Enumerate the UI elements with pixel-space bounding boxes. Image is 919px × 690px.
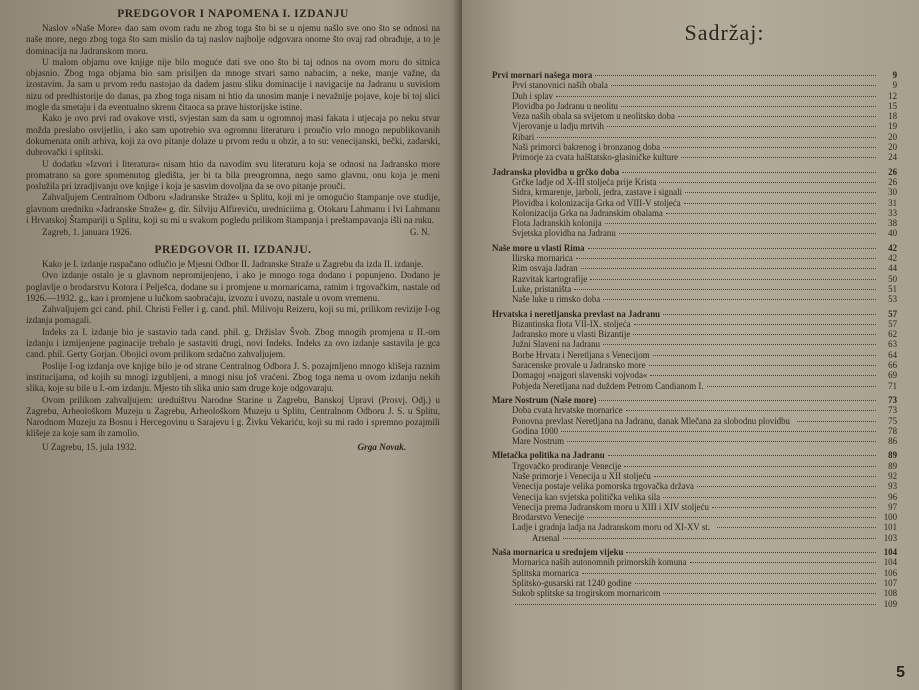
- toc-page-number: 107: [883, 577, 897, 588]
- toc-page-number: 104: [883, 557, 897, 568]
- toc-leader-dots: [681, 157, 876, 158]
- toc-entry-label: Naše more u vlasti Rima: [492, 242, 585, 253]
- toc-page-number: 33: [888, 207, 897, 218]
- toc-page-number: 89: [888, 450, 897, 461]
- toc-page-number: 73: [888, 405, 897, 416]
- preface1-body: [26, 23, 440, 226]
- toc-leader-dots: [561, 431, 876, 432]
- toc-page-number: 86: [888, 436, 897, 447]
- toc-leader-dots: [635, 583, 876, 584]
- preface1-title: PREDGOVOR I NAPOMENA I. IZDANJU: [117, 8, 349, 20]
- toc-entry: [492, 461, 897, 471]
- toc-leader-dots: [712, 507, 876, 508]
- toc-page-number: 18: [888, 111, 897, 122]
- toc-entry: [492, 568, 897, 578]
- toc-entry: [492, 416, 897, 426]
- toc-section: [492, 70, 897, 80]
- toc-leader-dots: [599, 400, 876, 401]
- toc-page-number: 42: [888, 242, 897, 253]
- toc-section: [492, 243, 897, 253]
- toc-entry-label: Jadransko more u vlasti Bizantije: [512, 329, 631, 340]
- toc-entry-label: Godina 1000: [512, 425, 559, 436]
- toc-page-number: 69: [888, 370, 897, 381]
- toc-entry: [492, 436, 897, 446]
- preface2-body: [26, 259, 440, 440]
- toc-entry: [492, 101, 897, 111]
- toc-entry: [492, 360, 897, 370]
- preface2-paragraph: Ovo izdanje ostalo je u glavnom nepromijenjeno, i ako je mnogo toga dodano i popunjeno. Dodano je poglavlje o brodarstvu Kotora i Pelješca, dodane su i promjene u mornaricama, ratnim i trgovačkim, nastale od 1926.—1932. g., kao i promjene u lučkom saobraćaju, izvozu i uvozu, nastale u ovom vremenu.: [26, 270, 440, 303]
- toc-entry: [492, 274, 897, 284]
- toc-entry-label: Borbe Hrvata i Neretljana s Venecijom: [512, 349, 650, 360]
- preface2-paragraph: Kako je I. izdanje raspačano odlučio je Mjesni Odbor II. Jadranske Straže u Zagrebu da izda II. izdanje.: [42, 258, 424, 269]
- toc-entry-label: Trgovačko prodiranje Venecije: [512, 460, 622, 471]
- preface2-paragraph: Poslije I-og izdanja ove knjige bilo je od strane Centralnog Odbora J. S. pozajmljeno mnogo klišeja raznim institucijama, od kojih su mnogi izgubljeni, a mnogi nisu još vraćeni. Zbog toga nema u ovom izdanju nekih slika, koje su bile u I.-om izdanju. Mjesto tih slika unio sam druge koje odgovaraju.: [26, 360, 440, 394]
- preface2-place-date: U Zagrebu, 15. jula 1932.: [42, 441, 137, 452]
- toc-page-number: 104: [883, 547, 897, 558]
- toc-entry: [492, 512, 897, 522]
- toc-entry: [492, 91, 897, 101]
- toc-entry: [492, 588, 897, 598]
- toc-leader-dots: [608, 455, 876, 456]
- toc-leader-dots: [697, 486, 876, 487]
- toc-entry: [492, 187, 897, 197]
- toc-entry-label: Rim osvaja Jadran: [512, 263, 578, 274]
- toc-entry: [492, 492, 897, 502]
- toc-entry: [492, 329, 897, 339]
- toc-entry-label: Sidra, krmarenje, jarboli, jedra, zastave i signali: [512, 187, 683, 198]
- toc-page-number: 19: [888, 121, 897, 132]
- toc-page-number: 103: [883, 532, 897, 543]
- toc-entry: [492, 381, 897, 391]
- toc-entry-label: Arsenal: [532, 532, 560, 543]
- toc-leader-dots: [590, 279, 876, 280]
- toc-entry: [492, 522, 897, 532]
- toc-page-number: 78: [888, 425, 897, 436]
- toc-entry-label: Splitsko-gusarski rat 1240 godine: [512, 577, 632, 588]
- toc-leader-dots: [611, 85, 876, 86]
- toc-leader-dots: [621, 106, 876, 107]
- toc-entry-label: Mare Nostrum: [512, 436, 565, 447]
- toc-title: Sadržaj:: [684, 20, 765, 45]
- preface1-paragraph: U malom objamu ove knjige nije bilo moguće dati sve ono što bi taj odnos na ovom moru do sitnica objasnio. Zbog toga objama bio sam prisiljen da mnoge stvari samo nabacim, a neke, manje važne, da izostavim. Ja sam u prvom redu nastojao da dadem jasnu sliku dominacije i navigacije na Jadranu u suvislom nizu od predhistorije do danas, pa zbog toga nisam ni htio da unosim manje i nevažnije pojave, koje bi toj slici mogle da smetaju i da eventualno skrenu čitaoca sa prave historijske istine.: [26, 56, 440, 113]
- toc-page-number: 12: [888, 90, 897, 101]
- toc-entry-label: Primorje za cvata halštatsko-glasiničke kulture: [512, 152, 679, 163]
- toc-leader-dots: [622, 172, 876, 173]
- toc-entry-label: Kolonizacija Grka na Jadranskim obalama: [512, 207, 663, 218]
- right-page: [462, 0, 919, 690]
- toc-page-number: 96: [888, 491, 897, 502]
- preface1-initials: G. N.: [409, 227, 430, 238]
- toc-entry-label: Naše primorje i Venecija u XII stoljeću: [512, 470, 651, 481]
- toc-page-number: 66: [888, 360, 897, 371]
- toc-leader-dots: [581, 268, 876, 269]
- preface2-title: PREDGOVOR II. IZDANJU.: [154, 243, 312, 256]
- toc-entry: [492, 80, 897, 90]
- toc-entry-label: Razvitak kartografije: [512, 273, 588, 284]
- toc-page-number: 97: [888, 501, 897, 512]
- preface1-place-date: Zagreb, 1. januara 1926.: [42, 227, 132, 238]
- toc-section: [492, 547, 897, 557]
- toc-page-number: 40: [888, 228, 897, 239]
- toc-page-number: 92: [888, 470, 897, 481]
- toc-page-number: 26: [888, 176, 897, 187]
- toc-entry: [492, 294, 897, 304]
- toc-entry: [492, 284, 897, 294]
- preface1-paragraph: Naslov »Naše More« dao sam ovom radu ne zbog toga što bi se u njemu našlo sve ono što se odnosi na naše more, nego zbog toga što sam mislio da taj naslov najbolje odgovara onome što ovaj rad obrađuje, a to je dominacija na Jadranskom moru.: [26, 23, 440, 56]
- toc-entry-label: Prvi stanovnici naših obala: [512, 80, 608, 91]
- toc-page-number: 53: [888, 294, 897, 305]
- toc-entry-label: Plovidba i kolonizacija Grka od VIII-V stoljeća: [512, 197, 681, 208]
- toc-page-number: 38: [888, 218, 897, 229]
- toc-entry-label: Naše luke u rimsko doba: [512, 294, 601, 305]
- toc-entry: [492, 218, 897, 228]
- toc-entry-label: Grčke ladje od X-III stoljeća prije Krista: [512, 176, 657, 187]
- toc-entry-label: Hrvatska i neretljanska prevlast na Jadranu: [492, 308, 661, 319]
- toc-leader-dots: [685, 192, 876, 193]
- toc-entry-label: Vjerovanje u ladju mrtvih: [512, 121, 604, 132]
- toc-entry: [492, 426, 897, 436]
- toc-section: [492, 309, 897, 319]
- toc-entry-label: Jadranska plovidba u grčko doba: [492, 166, 620, 177]
- toc-page-number: 31: [888, 197, 897, 208]
- toc-page-number: 71: [888, 380, 897, 391]
- toc-leader-dots: [582, 573, 876, 574]
- toc-entry-label: Venecija postaje velika pomorska trgovačka država: [512, 481, 694, 492]
- toc-entry-label: Domagoj »najgori slavenski vojvoda«: [512, 370, 648, 381]
- toc-section: [492, 167, 897, 177]
- toc-entry-label: Svjetska plovidba na Jadranu: [512, 228, 616, 239]
- toc-page-number: 30: [888, 187, 897, 198]
- author-signature: Grga Novak.: [357, 441, 406, 452]
- toc-entry-label: Mare Nostrum (Naše more): [492, 394, 597, 405]
- toc-entry: [492, 228, 897, 238]
- toc-page-number: 50: [888, 273, 897, 284]
- toc-entry-label: Mornarica naših autonomnih primorskih komuna: [512, 557, 687, 568]
- toc-leader-dots: [556, 96, 876, 97]
- toc-page-number: 73: [888, 394, 897, 405]
- toc-section: [492, 450, 897, 460]
- toc-entry-label: Flota Jadranskih kolonija: [512, 218, 602, 229]
- toc-leader-dots: [678, 116, 876, 117]
- toc-leader-dots: [626, 552, 876, 553]
- toc-leader-dots: [650, 375, 876, 376]
- toc-entry: [492, 370, 897, 380]
- toc-entry-label: Luke, pristaništa: [512, 283, 572, 294]
- toc-entry-label: Ladje i gradnja ladja na Jadranskom moru od XI-XV st.: [512, 522, 710, 533]
- toc-entry: [492, 208, 897, 218]
- toc-page-number: 42: [888, 253, 897, 264]
- toc-leader-dots: [563, 538, 876, 539]
- toc-page-number: 20: [888, 131, 897, 142]
- preface2-signoff: [42, 442, 440, 454]
- toc-page-number: 57: [888, 318, 897, 329]
- toc-leader-dots: [654, 476, 876, 477]
- toc-entry: [492, 481, 897, 491]
- preface2-paragraph: Ovom prilikom zahvaljujem: ureduištvu Narodne Starine u Zagrebu, Banskoj Upravi (Prosvj. Odj.) u Zagrebu, Arheološkom Muzeju u Zagrebu, Arheološkom Muzeju u Splitu, Centralnom Odboru J. S. u Splitu, Narodnom Muzeju za Bosnu i Hercegovinu u Sarajevu i g. Živku Vekariću, koji su mi rado i spremno pozajmili klišeje za koje sam ih zamolio.: [26, 394, 440, 439]
- toc-leader-dots: [624, 466, 876, 467]
- toc-leader-dots: [537, 137, 876, 138]
- toc-page-number: 64: [888, 349, 897, 360]
- toc-entry: [492, 142, 897, 152]
- toc-entry-label: Sukob splitske sa trogirskom mornaricom: [512, 588, 661, 599]
- preface2-paragraph: Zahvaljujem gci cand. phil. Christi Feller i g. cand. phil. Milivoju Reizeru, koji su mi, prilikom revizije I-og izdanja pomagali.: [26, 304, 440, 326]
- preface1-paragraph: U dodatku »Izvori i literatura« nisam htio da navodim svu literaturu koja se odnosi na Jadransko more promatrano sa gore spomenutog gledišta, jer bi ta bila preogromna, nego samo glavnu, onu koja je meni poslužila pri izradjivanju ove knjige i koja je sasvim dovoljna da se ovo pitanje prouči.: [26, 158, 440, 192]
- toc-leader-dots: [717, 527, 876, 528]
- toc-leader-dots: [587, 517, 876, 518]
- toc-entry: [492, 599, 897, 609]
- toc-page-number: 108: [883, 588, 897, 599]
- toc-entry: [492, 533, 897, 543]
- toc-entry-label: Venecija prema Jadranskom moru u XIII i XIV stoljeću: [512, 501, 709, 512]
- toc-entry-label: Duh i splav: [512, 90, 553, 101]
- toc-entry-label: Plovidba po Jadranu u neolitu: [512, 100, 618, 111]
- toc-entry: [492, 557, 897, 567]
- toc-entry: [492, 152, 897, 162]
- preface1-paragraph: Zahvaljujem Centralnom Odboru »Jadranske Straže« u Splitu, koji mi je omogućio štampanje ove studije, glavnom uredniku »Jadranske Straže« g. dir. Silviju Alfireviću, uredniciima g. Otokaru Lahmanu i Ivi Lahmanu i Hrvatskoj Štampariji u Splitu, koji su mi u svakom pogledu prilikom štampanja i preštampavanja išli na ruku.: [26, 192, 440, 226]
- toc-leader-dots: [797, 421, 876, 422]
- toc-entry-label: Prvi mornari našega mora: [492, 70, 593, 80]
- toc-entry-label: Splitska mornarica: [512, 567, 579, 578]
- toc-entry-label: Naša mornarica u srednjem vijeku: [492, 547, 624, 558]
- toc-entry-label: Mletačka politika na Jadranu: [492, 450, 605, 461]
- toc-leader-dots: [619, 233, 876, 234]
- toc-leader-dots: [595, 75, 876, 76]
- toc-leader-dots: [666, 213, 876, 214]
- toc-leader-dots: [690, 562, 876, 563]
- toc-page-number: 62: [888, 329, 897, 340]
- toc-entry: [492, 121, 897, 131]
- toc-entry-label: Ilirska mornarica: [512, 253, 573, 264]
- toc-leader-dots: [588, 248, 876, 249]
- toc-entry: [492, 253, 897, 263]
- preface1-paragraph: Kako je ovo prvi rad ovakove vrsti, svjestan sam da sam u ogromnoj masi fakata i utjecaja po neku stvar možda preslabo osvijetlio, i ako sam upotrebio sva ogromnu literaturu i proučio vrlo mnogo nepublikovanih dokumenata onih arhiva, koji za ovo pitanje dolaze u prvom redu u obzir, a to su: venecijanski, bečki, zadarski, dubrovački i splitski.: [26, 113, 440, 158]
- toc-page-number: 9: [892, 80, 897, 91]
- toc-page-number: 44: [888, 263, 897, 274]
- toc-leader-dots: [574, 289, 876, 290]
- toc-leader-dots: [663, 497, 876, 498]
- toc-page-number: 15: [888, 100, 897, 111]
- toc-page-number: 63: [888, 339, 897, 350]
- page-number: 5: [896, 664, 905, 681]
- toc-entry-label: Naši primorci bakrenog i bronzanog doba: [512, 142, 661, 153]
- toc-entry-label: Bizantinska flota VII-IX. stoljeća: [512, 318, 631, 329]
- toc-page-number: 57: [888, 308, 897, 319]
- toc-entry-label: Saracenske provale u Jadransko more: [512, 360, 646, 371]
- toc-section: [492, 395, 897, 405]
- toc-entry: [492, 339, 897, 349]
- toc-entry-label: Brodarstvo Venecije: [512, 512, 585, 523]
- toc-entry: [492, 578, 897, 588]
- toc-leader-dots: [633, 334, 876, 335]
- toc-leader-dots: [605, 223, 876, 224]
- preface1-signoff: [42, 227, 440, 239]
- toc-entry-label: Južni Slaveni na Jadranu: [512, 339, 600, 350]
- toc-leader-dots: [663, 593, 876, 594]
- toc-entry: [492, 350, 897, 360]
- toc-page-number: 9: [892, 70, 897, 80]
- toc-leader-dots: [567, 441, 876, 442]
- toc-leader-dots: [659, 182, 876, 183]
- toc-entry-label: Veza naših obala sa svijetom u neolitsko doba: [512, 111, 675, 122]
- toc-leader-dots: [515, 604, 876, 605]
- toc-page-number: 20: [888, 142, 897, 153]
- toc-entry: [492, 132, 897, 142]
- toc-page-number: 51: [888, 283, 897, 294]
- toc-entry: [492, 471, 897, 481]
- toc-page-number: 93: [888, 481, 897, 492]
- toc-page-number: 75: [888, 415, 897, 426]
- toc-leader-dots: [684, 203, 876, 204]
- toc-entry-label: Venecija kao svjetska politička velika sila: [512, 491, 661, 502]
- toc-leader-dots: [649, 365, 876, 366]
- toc-page-number: 100: [883, 512, 897, 523]
- preface2-paragraph: Indeks za I. izdanje bio je sastavio tada cand. phil. g. Držislav Švob. Zbog mnogih promjena u II.-om izdanju i izmijenjene paginacije trebalo je sastaviti drugi, novi Indeks. Indeks za ovo izdanje sastavila je gca cand. phil. Gerty Gorjan. Obojici ovom prilikom srdačno zahvaljujem.: [26, 326, 440, 360]
- toc-page-number: 109: [883, 598, 897, 609]
- toc-leader-dots: [576, 258, 876, 259]
- toc-page-number: 106: [883, 567, 897, 578]
- toc-entry: [492, 198, 897, 208]
- toc-leader-dots: [663, 147, 876, 148]
- toc-leader-dots: [626, 410, 876, 411]
- toc-entry: [492, 502, 897, 512]
- toc-entry-label: Ponovna prevlast Neretljana na Jadranu, danak Mlečana za slobodnu plovidbu: [512, 415, 790, 426]
- toc-entry: [492, 177, 897, 187]
- toc-entry-label: Doba cvata hrvatske mornarice: [512, 405, 623, 416]
- toc-leader-dots: [603, 344, 876, 345]
- toc-page-number: 24: [888, 152, 897, 163]
- toc-leader-dots: [607, 126, 876, 127]
- toc-entry-label: Ribari: [512, 131, 535, 142]
- toc-page-number: 26: [888, 166, 897, 177]
- toc-leader-dots: [663, 314, 876, 315]
- toc-leader-dots: [707, 386, 877, 387]
- toc-entry: [492, 111, 897, 121]
- toc-entry: [492, 319, 897, 329]
- table-of-contents: [492, 70, 897, 609]
- toc-page-number: 89: [888, 460, 897, 471]
- toc-entry-label: Pobjeda Neretljana nad duždem Petrom Candianom I.: [512, 380, 704, 391]
- toc-leader-dots: [653, 355, 876, 356]
- toc-entry: [492, 405, 897, 415]
- toc-leader-dots: [603, 299, 876, 300]
- toc-entry: [492, 263, 897, 273]
- toc-page-number: 101: [883, 522, 897, 533]
- toc-leader-dots: [634, 324, 876, 325]
